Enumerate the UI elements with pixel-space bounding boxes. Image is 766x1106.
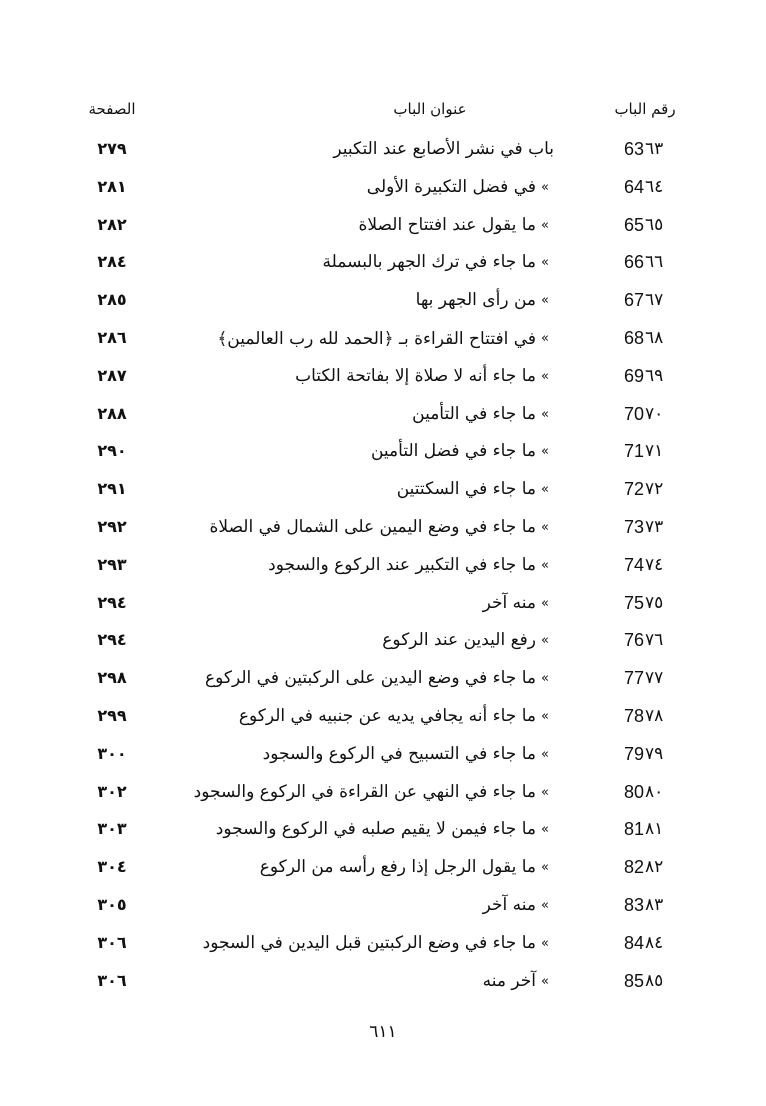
chapter-title: رفع اليدين عند الركوع bbox=[382, 630, 536, 651]
ditto-mark: « bbox=[541, 444, 549, 460]
ditto-mark: « bbox=[541, 708, 549, 724]
chapter-title: ما يقول الرجل إذا رفع رأسه من الركوع bbox=[259, 857, 536, 878]
chapter-number-arabic: ٦٧ bbox=[645, 290, 664, 311]
chapter-number: 70 bbox=[623, 403, 644, 424]
page-reference: ٣٠٦ bbox=[97, 932, 127, 952]
chapter-number-arabic: ٦٤ bbox=[645, 176, 664, 197]
ditto-mark: « bbox=[541, 557, 549, 573]
ditto-mark: « bbox=[541, 860, 549, 876]
page-reference: ٢٨٦ bbox=[97, 327, 127, 347]
page-reference: ٢٨٢ bbox=[97, 214, 127, 234]
ditto-mark: « bbox=[541, 822, 549, 838]
ditto-mark: « bbox=[541, 897, 549, 913]
chapter-number: 67 bbox=[623, 290, 644, 311]
chapter-number: 77 bbox=[623, 668, 644, 689]
chapter-number: 75 bbox=[623, 592, 644, 613]
chapter-number: 76 bbox=[623, 630, 644, 651]
chapter-number-arabic: ٦٦ bbox=[645, 252, 664, 273]
table-row bbox=[0, 738, 766, 776]
table-row bbox=[0, 246, 766, 284]
chapter-title: ما جاء في وضع الركبتين قبل اليدين في السجود bbox=[202, 932, 536, 953]
page-reference: ٢٧٩ bbox=[97, 139, 127, 158]
index-table bbox=[0, 133, 766, 1002]
chapter-number: 81 bbox=[623, 819, 644, 840]
page-reference: ٣٠٦ bbox=[97, 970, 127, 990]
ditto-mark: « bbox=[541, 482, 549, 498]
page-reference: ٢٨٧ bbox=[97, 365, 127, 385]
ditto-mark: « bbox=[541, 519, 549, 535]
page-reference: ٢٩٢ bbox=[97, 516, 127, 536]
ditto-mark: « bbox=[541, 179, 549, 195]
chapter-title: في فضل التكبيرة الأولى bbox=[366, 176, 536, 197]
chapter-number-arabic: ٦٣ bbox=[645, 139, 664, 159]
ditto-mark: « bbox=[541, 935, 549, 951]
chapter-number: 68 bbox=[623, 327, 644, 348]
chapter-title: ما جاء في فضل التأمين bbox=[370, 441, 536, 462]
ditto-mark: « bbox=[541, 595, 549, 611]
table-row bbox=[0, 133, 766, 171]
page-reference: ٢٩٩ bbox=[97, 705, 127, 725]
chapter-number: 82 bbox=[623, 857, 644, 878]
ditto-mark: « bbox=[541, 671, 549, 687]
table-row bbox=[0, 473, 766, 511]
page-reference: ٢٨١ bbox=[97, 176, 127, 196]
chapter-title: ما جاء فيمن لا يقيم صلبه في الركوع والسجود bbox=[215, 819, 536, 840]
ditto-mark: « bbox=[541, 255, 549, 271]
table-row bbox=[0, 209, 766, 247]
chapter-number: 73 bbox=[623, 516, 644, 537]
page-reference: ٢٩٤ bbox=[97, 592, 127, 612]
table-row bbox=[0, 889, 766, 927]
chapter-number: 79 bbox=[623, 743, 644, 764]
table-row bbox=[0, 322, 766, 360]
chapter-title: ما جاء في وضع اليدين على الركبتين في الركوع bbox=[204, 668, 536, 689]
chapter-number: 85 bbox=[623, 970, 644, 991]
page-reference: ٢٩١ bbox=[97, 479, 127, 499]
chapter-title: من رأى الجهر بها bbox=[415, 290, 536, 311]
table-row bbox=[0, 700, 766, 738]
table-row bbox=[0, 435, 766, 473]
chapter-number-arabic: ٧٥ bbox=[645, 592, 664, 613]
chapter-title: ما جاء في التأمين bbox=[412, 403, 536, 424]
chapter-number-arabic: ٧٧ bbox=[645, 668, 664, 689]
ditto-mark: « bbox=[541, 293, 549, 309]
chapter-number-arabic: ٧٩ bbox=[645, 743, 664, 764]
page-reference: ٣٠٠ bbox=[97, 743, 127, 763]
page-reference: ٣٠٢ bbox=[97, 781, 127, 801]
chapter-number-arabic: ٧١ bbox=[645, 441, 664, 462]
page-reference: ٣٠٥ bbox=[97, 894, 127, 914]
chapter-number-arabic: ٦٨ bbox=[645, 327, 664, 348]
header-page: الصفحة bbox=[88, 100, 136, 118]
ditto-mark: « bbox=[541, 973, 549, 989]
ditto-mark: « bbox=[541, 406, 549, 422]
chapter-number-arabic: ٦٩ bbox=[645, 365, 664, 386]
table-row bbox=[0, 398, 766, 436]
table-row bbox=[0, 662, 766, 700]
chapter-number-arabic: ٧٢ bbox=[645, 479, 664, 500]
chapter-number: 69 bbox=[623, 365, 644, 386]
header-chapter-number: رقم الباب bbox=[614, 100, 676, 118]
chapter-number: 71 bbox=[623, 441, 644, 462]
table-row bbox=[0, 813, 766, 851]
chapter-number-arabic: ٧٤ bbox=[645, 554, 664, 575]
ditto-mark: « bbox=[541, 330, 549, 346]
page-reference: ٢٩٨ bbox=[97, 668, 127, 688]
chapter-title: ما جاء في النهي عن القراءة في الركوع والسجود bbox=[193, 781, 536, 802]
chapter-number: 80 bbox=[623, 781, 644, 802]
chapter-number: 72 bbox=[623, 479, 644, 500]
ditto-mark: « bbox=[541, 217, 549, 233]
header-chapter-title: عنوان الباب bbox=[393, 100, 467, 118]
ditto-mark: « bbox=[541, 746, 549, 762]
chapter-number: 64 bbox=[623, 176, 644, 197]
chapter-title: ما جاء في السكتتين bbox=[396, 479, 536, 500]
chapter-number-arabic: ٨١ bbox=[645, 819, 664, 840]
chapter-number: 66 bbox=[623, 252, 644, 273]
chapter-number: 78 bbox=[623, 705, 644, 726]
page-reference: ٢٨٤ bbox=[97, 252, 127, 272]
table-row bbox=[0, 927, 766, 965]
table-row bbox=[0, 549, 766, 587]
table-row bbox=[0, 624, 766, 662]
table-row bbox=[0, 284, 766, 322]
chapter-number: 74 bbox=[623, 554, 644, 575]
chapter-title: ما جاء في التسبيح في الركوع والسجود bbox=[262, 743, 536, 764]
chapter-title: منه آخر bbox=[482, 592, 536, 613]
ditto-mark: « bbox=[541, 784, 549, 800]
table-row bbox=[0, 776, 766, 814]
chapter-number-arabic: ٧٦ bbox=[645, 630, 664, 651]
chapter-title: ما جاء في ترك الجهر بالبسملة bbox=[322, 252, 536, 273]
chapter-title: ما يقول عند افتتاح الصلاة bbox=[358, 214, 536, 235]
ditto-mark: « bbox=[541, 368, 549, 384]
page-reference: ٣٠٣ bbox=[97, 819, 127, 839]
chapter-title: باب في نشر الأصابع عند التكبير bbox=[333, 139, 554, 159]
table-header bbox=[0, 100, 766, 124]
chapter-title: في افتتاح القراءة بـ ﴿الحمد لله رب العالمين﴾ bbox=[217, 328, 536, 349]
chapter-number: 83 bbox=[623, 894, 644, 915]
table-row bbox=[0, 171, 766, 209]
chapter-number-arabic: ٧٠ bbox=[645, 403, 664, 424]
page-reference: ٢٩٤ bbox=[97, 630, 127, 650]
table-row bbox=[0, 511, 766, 549]
table-row bbox=[0, 360, 766, 398]
chapter-title: منه آخر bbox=[482, 894, 536, 915]
chapter-number: 65 bbox=[623, 214, 644, 235]
chapter-number-arabic: ٨٤ bbox=[645, 932, 664, 953]
page-number: ٦١١ bbox=[369, 1022, 397, 1042]
page-reference: ٢٨٨ bbox=[97, 403, 127, 423]
chapter-number-arabic: ٧٨ bbox=[645, 705, 664, 726]
ditto-mark: « bbox=[541, 633, 549, 649]
chapter-title: آخر منه bbox=[482, 970, 536, 991]
chapter-number: 84 bbox=[623, 932, 644, 953]
page-reference: ٢٨٥ bbox=[97, 290, 127, 310]
table-row bbox=[0, 851, 766, 889]
page-reference: ٢٩٣ bbox=[97, 554, 127, 574]
chapter-title: ما جاء في وضع اليمين على الشمال في الصلاة bbox=[209, 516, 536, 537]
chapter-title: ما جاء أنه يجافي يديه عن جنبيه في الركوع bbox=[238, 705, 536, 726]
chapter-title: ما جاء أنه لا صلاة إلا بفاتحة الكتاب bbox=[295, 365, 536, 386]
chapter-number-arabic: ٧٣ bbox=[645, 516, 664, 537]
chapter-number-arabic: ٨٢ bbox=[645, 857, 664, 878]
chapter-title: ما جاء في التكبير عند الركوع والسجود bbox=[268, 554, 536, 575]
page-reference: ٢٩٠ bbox=[97, 441, 127, 461]
table-row bbox=[0, 587, 766, 625]
chapter-number-arabic: ٨٣ bbox=[645, 894, 664, 915]
chapter-number-arabic: ٨٥ bbox=[645, 970, 664, 991]
table-row bbox=[0, 965, 766, 1003]
chapter-number: 63 bbox=[623, 139, 644, 159]
page-reference: ٣٠٤ bbox=[97, 857, 127, 877]
chapter-number-arabic: ٦٥ bbox=[645, 214, 664, 235]
chapter-number-arabic: ٨٠ bbox=[645, 781, 664, 802]
